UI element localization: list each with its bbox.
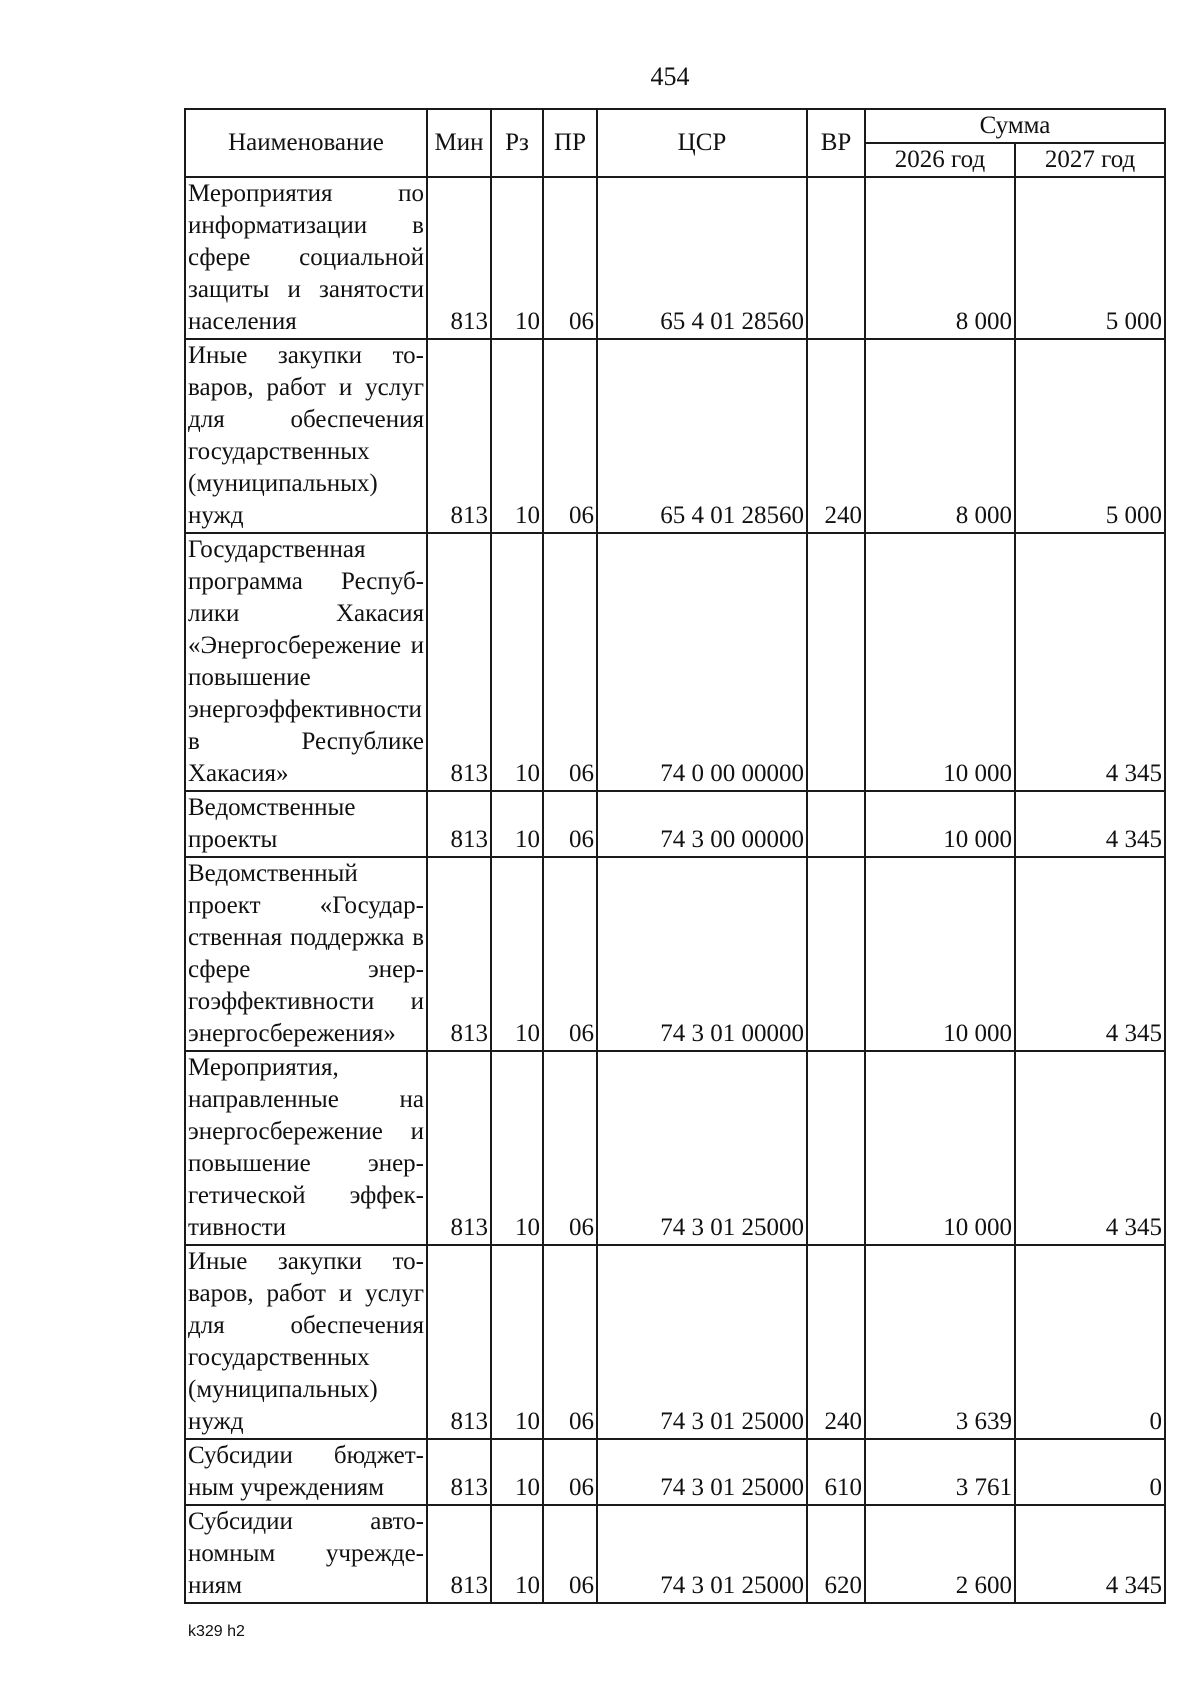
header-sum: Сумма <box>865 109 1165 143</box>
header-min: Мин <box>427 109 491 177</box>
row-rz: 10 <box>491 1439 543 1505</box>
row-name: Государственная программа Республики Хакасия «Энергосбережение и повышение энергоэффективности в Республике Хакасия» <box>185 533 427 791</box>
row-sum-2027: 5 000 <box>1015 177 1165 339</box>
table-row <box>185 791 1165 857</box>
row-sum-2026: 10 000 <box>865 533 1015 791</box>
row-sum-2026: 8 000 <box>865 339 1015 533</box>
row-name: Субсидии бюджетным учреждениям <box>185 1439 427 1505</box>
row-sum-2026: 8 000 <box>865 177 1015 339</box>
row-name: Иные закупки товаров, работ и услуг для обеспечения государственных (муниципальных) нужд <box>185 339 427 533</box>
row-vr: 240 <box>807 339 865 533</box>
header-csr: ЦСР <box>597 109 807 177</box>
row-sum-2026: 10 000 <box>865 1051 1015 1245</box>
row-min: 813 <box>427 857 491 1051</box>
row-pr: 06 <box>543 1505 597 1603</box>
row-pr: 06 <box>543 1439 597 1505</box>
row-name: Иные закупки товаров, работ и услуг для обеспечения государственных (муниципальных) нужд <box>185 1245 427 1439</box>
budget-table-container <box>184 108 1164 1604</box>
row-rz: 10 <box>491 791 543 857</box>
row-sum-2027: 5 000 <box>1015 339 1165 533</box>
row-min: 813 <box>427 1505 491 1603</box>
row-sum-2026: 10 000 <box>865 857 1015 1051</box>
row-pr: 06 <box>543 1051 597 1245</box>
table-row <box>185 1245 1165 1439</box>
row-csr: 65 4 01 28560 <box>597 339 807 533</box>
row-sum-2026: 10 000 <box>865 791 1015 857</box>
table-row <box>185 177 1165 339</box>
row-pr: 06 <box>543 339 597 533</box>
row-sum-2027: 0 <box>1015 1439 1165 1505</box>
row-pr: 06 <box>543 533 597 791</box>
row-pr: 06 <box>543 177 597 339</box>
row-vr <box>807 857 865 1051</box>
row-rz: 10 <box>491 339 543 533</box>
row-pr: 06 <box>543 791 597 857</box>
row-vr <box>807 177 865 339</box>
row-rz: 10 <box>491 1245 543 1439</box>
row-min: 813 <box>427 1051 491 1245</box>
table-row <box>185 857 1165 1051</box>
row-sum-2026: 3 761 <box>865 1439 1015 1505</box>
footer-code: k329 h2 <box>188 1623 245 1640</box>
page-number: 454 <box>650 62 690 91</box>
row-sum-2027: 4 345 <box>1015 1505 1165 1603</box>
header-year-2026: 2026 год <box>865 143 1015 177</box>
budget-table <box>184 108 1166 1604</box>
table-row <box>185 1505 1165 1603</box>
table-row <box>185 1051 1165 1245</box>
row-min: 813 <box>427 533 491 791</box>
row-csr: 74 3 01 25000 <box>597 1051 807 1245</box>
row-min: 813 <box>427 1245 491 1439</box>
row-csr: 74 3 00 00000 <box>597 791 807 857</box>
row-name: Мероприятия по информатизации в сфере социальной защиты и занятости населения <box>185 177 427 339</box>
row-name: Мероприятия, направленные на энергосбережение и повышение энергетической эффективности <box>185 1051 427 1245</box>
row-min: 813 <box>427 791 491 857</box>
row-vr <box>807 791 865 857</box>
row-name: Ведомственные проекты <box>185 791 427 857</box>
row-sum-2027: 4 345 <box>1015 791 1165 857</box>
row-sum-2027: 4 345 <box>1015 1051 1165 1245</box>
table-row <box>185 533 1165 791</box>
row-min: 813 <box>427 1439 491 1505</box>
row-min: 813 <box>427 177 491 339</box>
row-rz: 10 <box>491 857 543 1051</box>
header-rz: Рз <box>491 109 543 177</box>
row-csr: 74 0 00 00000 <box>597 533 807 791</box>
header-name: Наименование <box>185 109 427 177</box>
row-sum-2027: 0 <box>1015 1245 1165 1439</box>
row-csr: 74 3 01 00000 <box>597 857 807 1051</box>
row-vr: 240 <box>807 1245 865 1439</box>
row-rz: 10 <box>491 1051 543 1245</box>
header-pr: ПР <box>543 109 597 177</box>
row-csr: 74 3 01 25000 <box>597 1505 807 1603</box>
row-rz: 10 <box>491 533 543 791</box>
row-vr: 620 <box>807 1505 865 1603</box>
row-min: 813 <box>427 339 491 533</box>
row-rz: 10 <box>491 177 543 339</box>
row-pr: 06 <box>543 857 597 1051</box>
row-sum-2026: 3 639 <box>865 1245 1015 1439</box>
header-year-2027: 2027 год <box>1015 143 1165 177</box>
row-sum-2026: 2 600 <box>865 1505 1015 1603</box>
row-name: Ведомственный проект «Государственная поддержка в сфере энергоэффективности и энергосбережения» <box>185 857 427 1051</box>
row-csr: 65 4 01 28560 <box>597 177 807 339</box>
row-pr: 06 <box>543 1245 597 1439</box>
table-row <box>185 1439 1165 1505</box>
row-rz: 10 <box>491 1505 543 1603</box>
row-sum-2027: 4 345 <box>1015 533 1165 791</box>
row-csr: 74 3 01 25000 <box>597 1245 807 1439</box>
row-vr <box>807 533 865 791</box>
row-vr: 610 <box>807 1439 865 1505</box>
row-csr: 74 3 01 25000 <box>597 1439 807 1505</box>
row-vr <box>807 1051 865 1245</box>
header-vr: ВР <box>807 109 865 177</box>
table-row <box>185 339 1165 533</box>
row-sum-2027: 4 345 <box>1015 857 1165 1051</box>
row-name: Субсидии автономным учреждениям <box>185 1505 427 1603</box>
